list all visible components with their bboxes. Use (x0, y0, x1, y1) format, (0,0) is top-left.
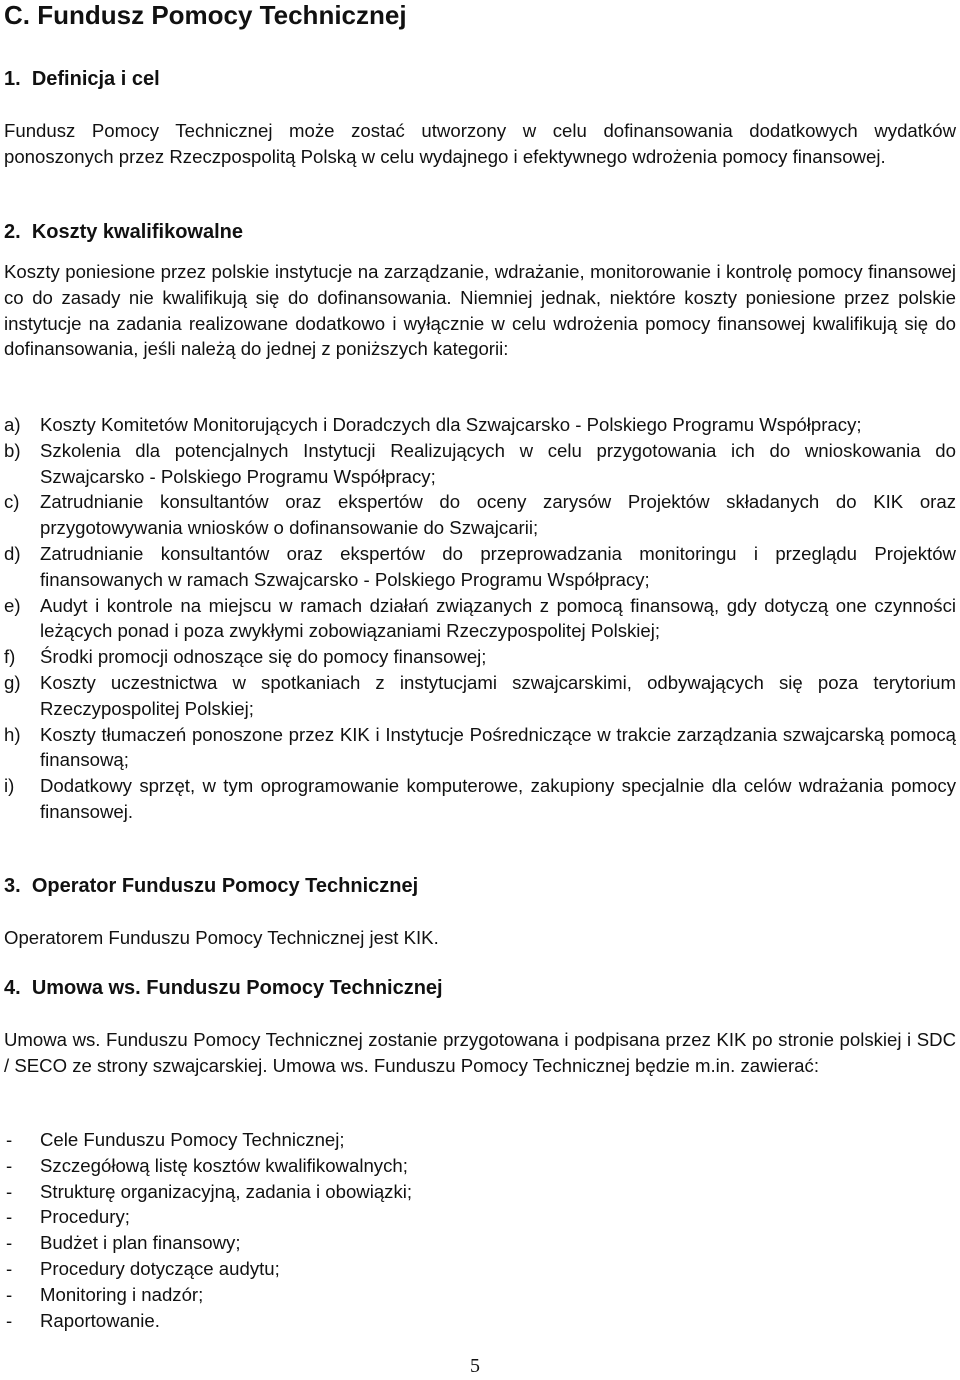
list-marker: e) (4, 594, 21, 616)
list-marker: - (6, 1232, 13, 1254)
list-marker: c) (4, 491, 20, 513)
list-item-text: Koszty uczestnictwa w spotkaniach z instytucjami szwajcarskimi, odbywających się poza terytorium Rzeczypospolitej Polskiej; (40, 671, 956, 719)
list-item (4, 1127, 956, 1153)
list-item (4, 438, 956, 490)
list-marker: - (6, 1283, 13, 1305)
section-2-body: Koszty poniesione przez polskie instytucje na zarządzanie, wdrażanie, monitorowanie i kontrolę pomocy finansowej co do zasady nie kwalifikują się do dofinansowania. Niemniej jednak, niektóre koszty poniesione przez polskie instytucje na zadania realizowane dodatkowo i wyłącznie w celu wdrożenia pomocy finansowej kwalifikują się do dofinansowania, jeśli należą do jednej z poniższych kategorii: (4, 261, 956, 360)
list-item-text: Dodatkowy sprzęt, w tym oprogramowanie komputerowe, zakupiony specjalnie dla celów wdrażania pomocy finansowej. (40, 775, 956, 822)
list-item-text: Budżet i plan finansowy; (40, 1232, 241, 1254)
list-item (4, 1282, 956, 1308)
list-item (4, 412, 956, 438)
list-item-text: Procedury; (40, 1206, 130, 1228)
list-item (4, 1256, 956, 1282)
section-number: 3. (4, 875, 21, 897)
document-heading: C. Fundusz Pomocy Technicznej (4, 0, 407, 30)
list-item (4, 644, 956, 670)
list-item-text: Audyt i kontrole na miejscu w ramach działań związanych z pomocą finansową, gdy dotyczą one czynności leżących ponad i poza zwykłymi zobowiązaniami Rzeczypospolitej Polskiej; (40, 594, 956, 642)
list-item-text: Monitoring i nadzór; (40, 1283, 204, 1305)
list-item (4, 1308, 956, 1334)
list-item (4, 593, 956, 645)
list-item-text: Cele Funduszu Pomocy Technicznej; (40, 1129, 345, 1150)
section-4-heading (4, 975, 443, 1001)
section-title: Definicja i cel (31, 68, 160, 90)
list-marker: - (6, 1154, 13, 1176)
list-marker: - (6, 1129, 13, 1150)
list-item-text: Koszty tłumaczeń ponoszone przez KIK i Instytucje Pośredniczące w trakcie zarządzania szwajcarską pomocą finansową; (40, 723, 956, 771)
list-marker: g) (4, 671, 21, 693)
section-number: 2. (4, 221, 21, 243)
section-4-body: Umowa ws. Funduszu Pomocy Technicznej zostanie przygotowana i podpisana przez KIK po stronie polskiej i SDC / SECO ze strony szwajcarskiej. Umowa ws. Funduszu Pomocy Technicznej będzie m.in. zawierać: (4, 1029, 956, 1076)
list-marker: a) (4, 414, 21, 435)
list-marker: h) (4, 723, 21, 745)
section-number: 1. (4, 68, 21, 90)
section-title: Umowa ws. Funduszu Pomocy Technicznej (31, 977, 443, 999)
list-marker: f) (4, 646, 16, 668)
list-marker: b) (4, 439, 21, 461)
page-number: 5 (470, 1355, 480, 1377)
section-title: Koszty kwalifikowalne (31, 221, 243, 243)
list-item-text: Środki promocji odnoszące się do pomocy finansowej; (40, 646, 487, 668)
section-2-heading (4, 219, 243, 245)
list-item (4, 722, 956, 774)
section-3-body: Operatorem Funduszu Pomocy Technicznej jest KIK. (4, 927, 439, 948)
list-item (4, 1204, 956, 1230)
list-marker: - (6, 1309, 13, 1331)
eligible-costs-list (4, 412, 956, 825)
list-item (4, 1179, 956, 1205)
list-marker: - (6, 1180, 13, 1202)
agreement-contents-list (4, 1127, 956, 1333)
list-item-text: Zatrudnianie konsultantów oraz ekspertów do oceny zarysów Projektów składanych do KIK oraz przygotowywania wniosków o dofinansowanie do Szwajcarii; (40, 491, 956, 539)
list-marker: i) (4, 775, 15, 797)
list-item-text: Strukturę organizacyjną, zadania i obowiązki; (40, 1180, 413, 1202)
list-marker: - (6, 1206, 13, 1228)
list-item-text: Szkolenia dla potencjalnych Instytucji Realizujących w celu przygotowania ich do wnioskowania do Szwajcarsko - Polskiego Programu Współpracy; (40, 439, 956, 487)
list-item-text: Zatrudnianie konsultantów oraz ekspertów do przeprowadzania monitoringu i przeglądu Projektów finansowanych w ramach Szwajcarsko - Polskiego Programu Współpracy; (40, 542, 956, 590)
list-item-text: Procedury dotyczące audytu; (40, 1257, 280, 1279)
list-item (4, 489, 956, 541)
list-item-text: Szczegółową listę kosztów kwalifikowalnych; (40, 1154, 408, 1176)
list-item (4, 541, 956, 593)
list-item (4, 1153, 956, 1179)
section-title: Operator Funduszu Pomocy Technicznej (31, 875, 419, 897)
list-item (4, 1230, 956, 1256)
list-item-text: Raportowanie. (40, 1309, 160, 1331)
list-item (4, 773, 956, 825)
section-1-body: Fundusz Pomocy Technicznej może zostać utworzony w celu dofinansowania dodatkowych wydatków ponoszonych przez Rzeczpospolitą Polską w celu wydajnego i efektywnego wdrożenia pomocy finansowej. (4, 120, 956, 167)
section-1-heading (4, 66, 160, 92)
list-marker: - (6, 1257, 13, 1279)
list-marker: d) (4, 542, 21, 564)
section-3-heading (4, 873, 418, 899)
list-item (4, 670, 956, 722)
section-number: 4. (4, 977, 21, 999)
list-item-text: Koszty Komitetów Monitorujących i Doradczych dla Szwajcarsko - Polskiego Programu Współpracy; (40, 414, 862, 435)
